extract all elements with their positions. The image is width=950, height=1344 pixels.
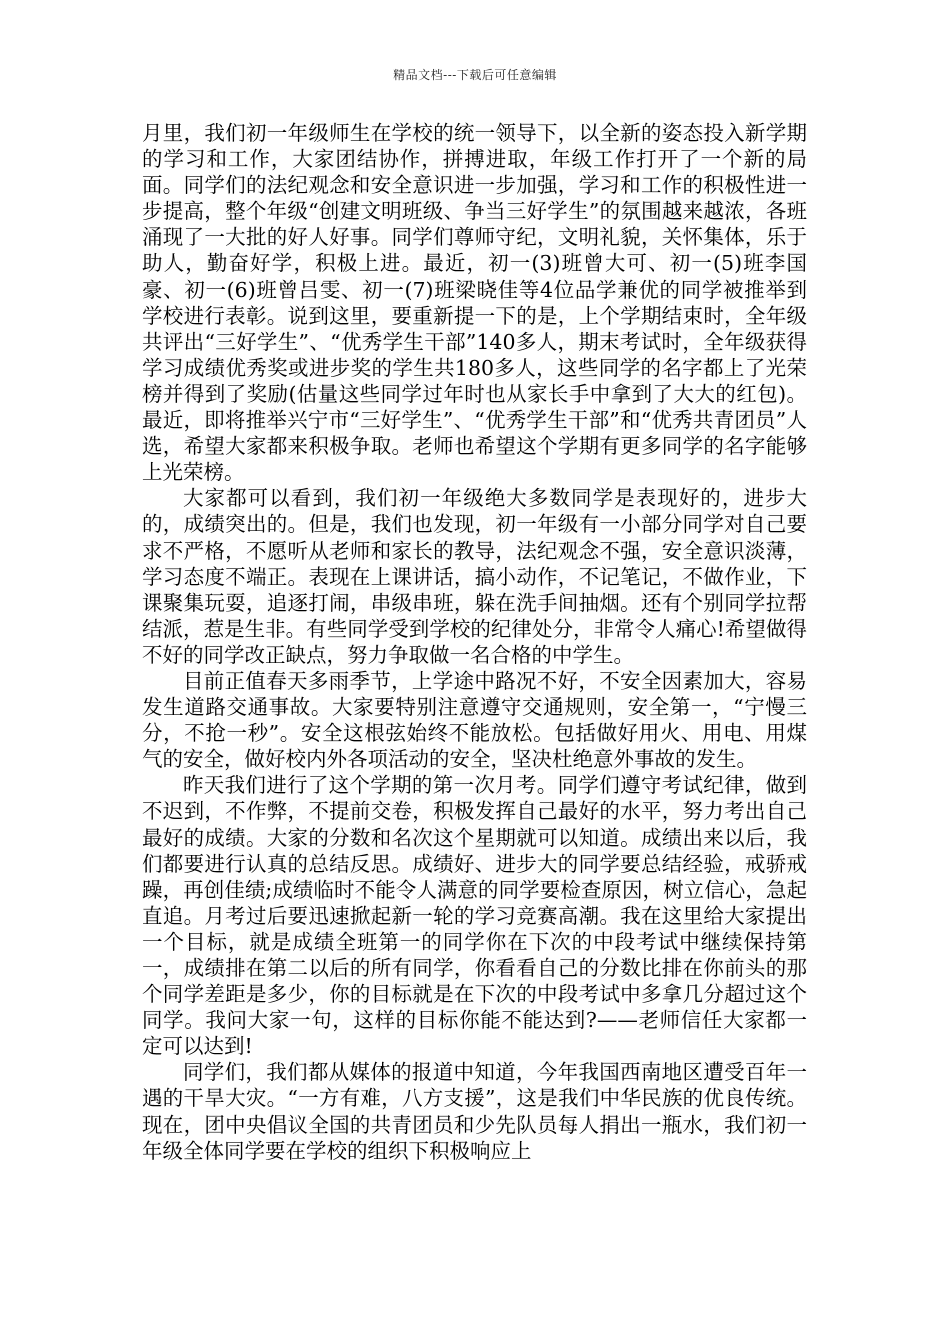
paragraph-3: 目前正值春天多雨季节，上学途中路况不好，不安全因素加大，容易发生道路交通事故。大家要特别注意遵守交通规则，安全第一，“宁慢三分，不抢一秒”。安全这根弦始终不能放松。包括做好用火、用电、用煤气的安全，做好校内外各项活动的安全，坚决杜绝意外事故的发生。 [142,668,807,772]
paragraph-1: 月里，我们初一年级师生在学校的统一领导下，以全新的姿态投入新学期的学习和工作，大家团结协作，拼搏进取，年级工作打开了一个新的局面。同学们的法纪观念和安全意识进一步加强，学习和工作的积极性进一步提高，整个年级“创建文明班级、争当三好学生”的氛围越来越浓，各班涌现了一大批的好人好事。同学们尊师守纪，文明礼貌，关怀集体，乐于助人，勤奋好学，积极上进。最近，初一(3)班曾大可、初一(5)班李国豪、初一(6)班曾吕雯、初一(7)班梁晓佳等4位品学兼优的同学被推举到学校进行表彰。说到这里，要重新提一下的是，上个学期结束时，全年级共评出“三好学生”、“优秀学生干部”140多人，期末考试时，全年级获得学习成绩优秀奖或进步奖的学生共180多人，这些同学的名字都上了光荣榜并得到了奖励(估量这些同学过年时也从家长手中拿到了大大的红包)。最近，即将推举兴宁市“三好学生”、“优秀学生干部”和“优秀共青团员”人选，希望大家都来积极争取。老师也希望这个学期有更多同学的名字能够上光荣榜。 [142,121,807,485]
document-body [142,120,807,1164]
page-header: 精品文档---下载后可任意编辑 [393,68,557,82]
paragraph-4: 昨天我们进行了这个学期的第一次月考。同学们遵守考试纪律，做到不迟到，不作弊，不提前交卷，积极发挥自己最好的水平，努力考出自己最好的成绩。大家的分数和名次这个星期就可以知道。成绩出来以后，我们都要进行认真的总结反思。成绩好、进步大的同学要总结经验，戒骄戒躁，再创佳绩;成绩临时不能令人满意的同学要检查原因，树立信心，急起直追。月考过后要迅速掀起新一轮的学习竞赛高潮。我在这里给大家提出一个目标，就是成绩全班第一的同学你在下次的中段考试中继续保持第一，成绩排在第二以后的所有同学，你看看自己的分数比排在你前头的那个同学差距是多少，你的目标就是在下次的中段考试中多拿几分超过这个同学。我问大家一句，这样的目标你能不能达到?——老师信任大家都一定可以达到! [142,773,807,1059]
paragraph-5: 同学们，我们都从媒体的报道中知道，今年我国西南地区遭受百年一遇的干旱大灾。“一方有难，八方支援”，这是我们中华民族的优良传统。现在，团中央倡议全国的共青团员和少先队员每人捐出一瓶水，我们初一年级全体同学要在学校的组织下积极响应上 [142,1060,807,1163]
paragraph-2: 大家都可以看到，我们初一年级绝大多数同学是表现好的，进步大的，成绩突出的。但是，我们也发现，初一年级有一小部分同学对自己要求不严格，不愿听从老师和家长的教导，法纪观念不强，安全意识淡薄，学习态度不端正。表现在上课讲话，搞小动作，不记笔记，不做作业，下课聚集玩耍，追逐打闹，串级串班，躲在洗手间抽烟。还有个别同学拉帮结派，惹是生非。有些同学受到学校的纪律处分，非常令人痛心!希望做得不好的同学改正缺点，努力争取做一名合格的中学生。 [142,486,807,667]
